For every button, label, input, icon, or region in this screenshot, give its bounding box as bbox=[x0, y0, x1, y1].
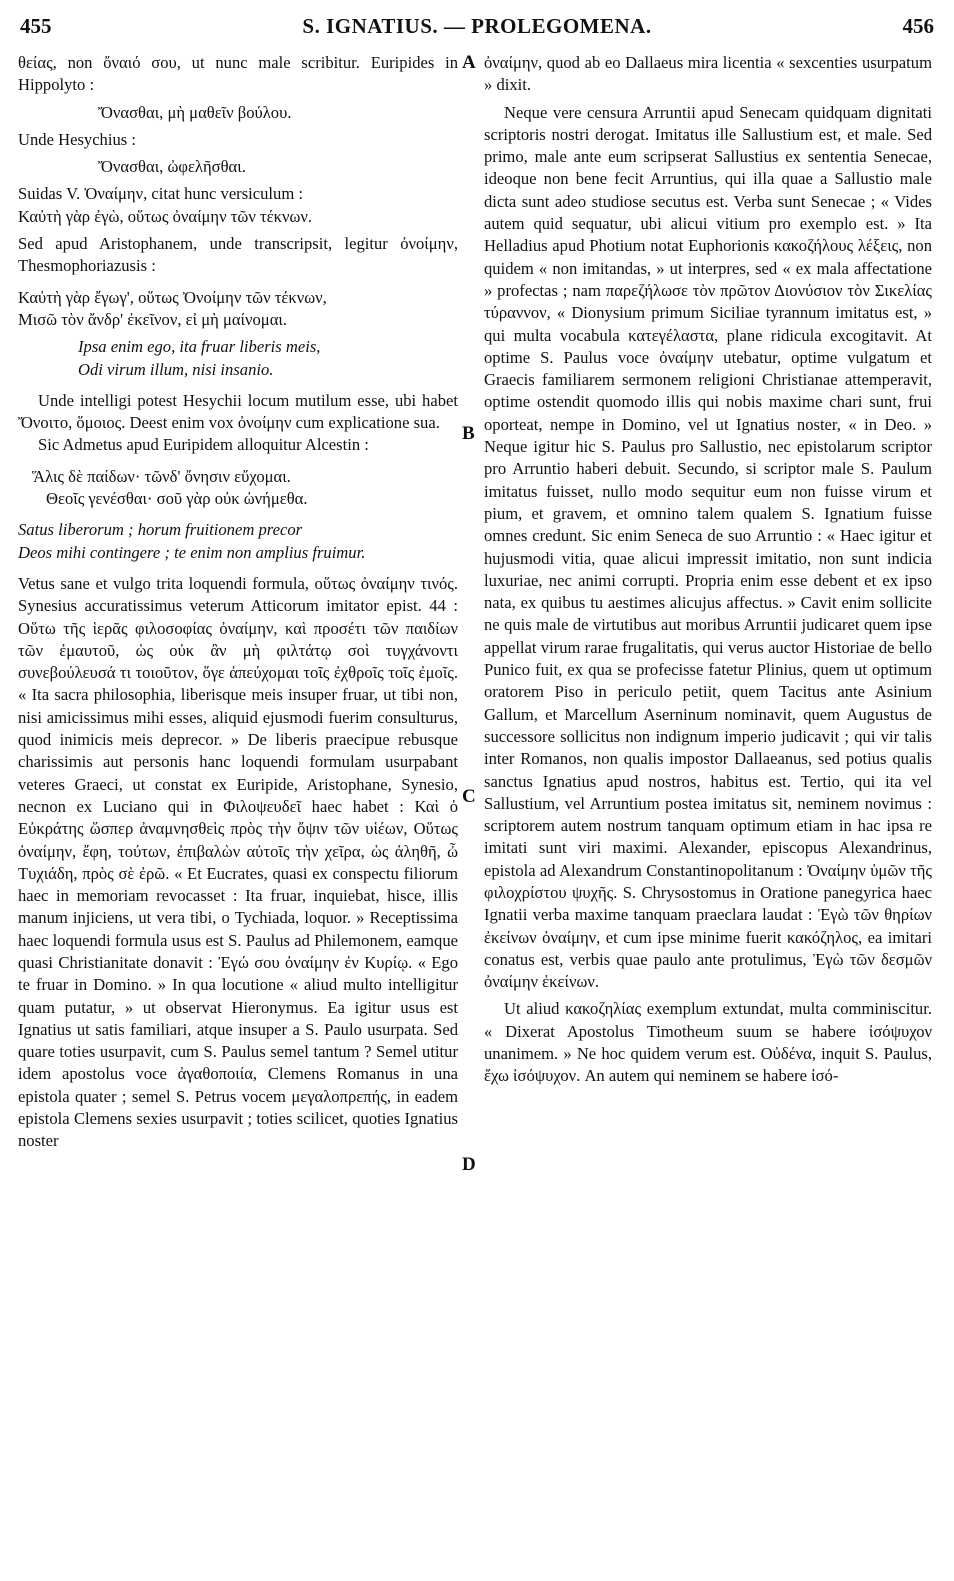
greek-quote: Θεοῖς γενέσθαι· σοῦ γὰρ οὐκ ὠνήμεθα. bbox=[46, 489, 308, 509]
greek-quote: Ὄνασθαι, μὴ μαθεῖν βούλου. bbox=[98, 102, 292, 122]
running-title: S. IGNATIUS. — PROLEGOMENA. bbox=[302, 14, 652, 38]
paragraph: ὀναίμην, quod ab eo Dallaeus mira licentia « sexcenties usurpatum » dixit. bbox=[484, 53, 932, 95]
latin-translation: Ipsa enim ego, ita fruar liberis meis, bbox=[78, 337, 321, 357]
margin-letter-c: C bbox=[462, 786, 476, 807]
latin-translation: Odi virum illum, nisi insanio. bbox=[78, 359, 274, 379]
paragraph: Unde intelligi potest Hesychii locum mutilum esse, ubi habet Ὄνοιτο, ὅμοιος. Deest enim vox ὀνοίμην cum explicatione sua. bbox=[18, 390, 458, 433]
left-column bbox=[18, 52, 458, 1153]
paragraph: Sed apud Aristophanem, unde transcripsit, legitur ὀνοίμην, Thesmophoriazusis : bbox=[18, 234, 458, 276]
paragraph: Neque vere censura Arruntii apud Senecam quidquam dignitati scriptoris nostri derogat. Imitatus ille Sallustium est, et male. Sed primo, male ante eum scripserat Sallustius ex sententia Senecae, ideoque non bene fecit Arruntius, qui illa quae a Sallustio male dicta sunt adeo studiose secutus est. Verba sunt Senecae ; « Vides autem quid sequatur, ubi alicui vitium pro exemplo est. » Ita Helladius apud Photium notat Euphorionis κακοζήλους λέξεις, non quidem « non imitandas, » ut interpres, sed « ex mala affectatione » profectas ; nam παρεζήλωσε τὸν πρῶτον Διονύσιον τὸν Σικελίας τύραννον, « Dionysium primum Siciliae tyrannum imitatus est, » qui multa vocabula κατεγέλαστα, plane ridicula excogitavit. At optime S. Paulus voce ὀναίμην utebatur, optime vulgatum et Graecis familiarem sermonem religioni Christianae attemperavit, optime ostendit quomodo illis qui nobis maxime chari sunt, frui oporteat, nempe in Domino, vel ut Ignatius noster, « in Deo. » Neque igitur hic S. Paulus pro Sallustio, nec epistolarum scriptor pro Arruntio haberi debuit. Secundo, si scriptor male S. Paulum imitatus fuisset, nullo modo sequitur eum non fuisse virum et pium, et gravem, et omnino talem qualem S. Ignatium fuisse omnes credunt. Sic enim Seneca de suo Arruntio : « Haec igitur et hujusmodi vitia, quae alicui impressit imitatio, non sunt indicia luxuriae, nec animi corrupti. Propria enim esse debent et ex ipso nata, ex quibus tu aestimes alicujus affectus. » Cavit enim sollicite ne quis male de virtutibus aut moribus Arruntii judicaret quem ipse appellat virum rarae frugalitatis, qui verus auctor Historiae de bello Punico fuit, ex qua se profecisse fatetur Plinius, quem ut optimum oratorem Piso in periculo petiit, quem Tacitus ante Asinium Gallum, et Marcellum Aserninum nominavit, quem Augustus de successore sollicitus non indignum imperio judicavit ; qui vir talis inter Romanos, non qualis impostor Dallaeanus, sed potius qualis sanctus Ignatius apud nostros, habitus est. Tertio, qui ita vel Sallustium, vel Arruntium postea imitatus sit, neminem novimus : scriptorem autem nostrum tanquam optimum etiam in hac ipsa re imitati sunt viri maximi. Alexander, episcopus Alexandrinus, epistola ad Alexandrum Constantinopolitanum : Ὀναίμην ὑμῶν τῆς φιλοχρίστου ψυχῆς. S. Chrysostomus in Oratione panegyrica haec Ignatii verba maxime tanquam praeclara laudat : Ἐγὼ τῶν θηρίων ἐκείνων ὀναίμην, et cum ipse minime fuerit κακόζηλος, ea imitari conatus est, verbis quae paulo ante protulimus, Ἐγὼ τῶν δεσμῶν ὀναίμην ἐκείνων. bbox=[484, 102, 932, 992]
paragraph: Suidas V. Ὀναίμην, citat hunc versiculum : bbox=[18, 184, 304, 204]
latin-translation: Deos mihi contingere ; te enim non amplius fruimur. bbox=[18, 542, 366, 562]
page-number-right: 456 bbox=[902, 14, 934, 38]
latin-translation: Satus liberorum ; horum fruitionem precor bbox=[18, 520, 303, 540]
paragraph: Unde Hesychius : bbox=[18, 129, 136, 149]
margin-letter-d: D bbox=[462, 1154, 476, 1175]
greek-quote: Καὐτὴ γὰρ ἔγωγ', οὕτως Ὀνοίμην τῶν τέκνων, bbox=[18, 287, 327, 307]
greek-quote: Ἅλις δὲ παίδων· τῶνδ' ὄνησιν εὔχομαι. bbox=[32, 466, 291, 486]
greek-quote: Μισῶ τὸν ἄνδρ' ἐκεῖνον, εἰ μὴ μαίνομαι. bbox=[18, 309, 288, 329]
greek-quote: Καὐτὴ γὰρ ἐγὼ, οὕτως ὀναίμην τῶν τέκνων. bbox=[18, 206, 313, 226]
paragraph: Ut aliud κακοζηλίας exemplum extundat, multa comminiscitur. « Dixerat Apostolus Timotheum suum se habere ἰσόψυχον unanimem. » Ne hoc quidem verum est. Οὐδένα, inquit S. Paulus, ἔχω ἰσόψυχον. An autem qui neminem se habere ἰσό- bbox=[484, 999, 932, 1086]
margin-letter-b: B bbox=[462, 423, 475, 444]
right-column bbox=[484, 52, 932, 1088]
paragraph: θείας, non ὄναιό σου, ut nunc male scribitur. Euripides in Hippolyto : bbox=[18, 53, 458, 95]
page-number-left: 455 bbox=[20, 14, 52, 38]
greek-quote: Ὄνασθαι, ὠφελῆσθαι. bbox=[98, 157, 246, 177]
paragraph: Sic Admetus apud Euripidem alloquitur Alcestin : bbox=[38, 435, 369, 455]
page-header bbox=[20, 14, 934, 42]
margin-letter-a: A bbox=[462, 52, 476, 73]
paragraph: Vetus sane et vulgo trita loquendi formula, οὕτως ὀναίμην τινός. Synesius accuratissimus veterum Atticorum imitator epist. 44 : Οὕτω τῆς ἱερᾶς φιλοσοφίας ὀναίμην, καὶ προσέτι τῶν παιδίων τῶν ἐμαυτοῦ, ὡς οὐκ ἂν μὴ φιλτάτῳ σοὶ τυγχάνοντι συνεβούλευσά τι τοιοῦτον, ὅγε ἀπεύχομαι τοῖς ἐχθροῖς τοῖς ἐμοῖς. « Ita sacra philosophia, liberisque meis insuper fruar, ut tibi non, nisi amicissimus mihi esses, aliquid ejusmodi fuerim consulturus, quod inimicis meis deprecor. » De liberis praecipue rebusque charissimis aut personis hanc loquendi formulam usurpabant veteres Graeci, ut constat ex Euripide, Aristophane, Synesio, necnon ex Luciano qui in Φιλοψευδεῖ haec habet : Καὶ ὁ Εὐκράτης ὥσπερ ἀναμνησθεὶς πρὸς τὴν ὄψιν τῶν υἱέων, Οὕτως ὀναίμην, ἔφη, τούτων, ἐπιβαλὼν αὐτοῖς τὴν χεῖρα, ὡς ἀληθῆ, ὦ Τυχιάδη, πρὸς σὲ ἐρῶ. « Et Eucrates, quasi ex conspectu filiorum haec in memoriam revocasset : Ita fruar, inquiebat, hisce, illis manum injiciens, ut vera tibi, o Tychiada, loquor. » Receptissima haec loquendi formula usus est S. Paulus ad Philemonem, eamque quasi Christianitate donavit : Ἐγώ σου ὀναίμην ἐν Κυρίῳ. « Ego te fruar in Domino. » In qua locutione « aliud multo intelligitur quam putatur, » ut observat Hieronymus. Ea igitur usus est Ignatius ut satis familiari, atque insuper a S. Paulo usurpata. Sed quare toties usurpavit, cum S. Paulus semel tantum ? Semel utitur idem apostolus voce ἀγαθοποιία, Clemens Romanus in una epistola quater ; semel S. Petrus vocem μεγαλοπρεπής, in eadem epistola Clemens sexies usurpavit ; toties scilicet, quoties Ignatius noster bbox=[18, 573, 458, 1151]
